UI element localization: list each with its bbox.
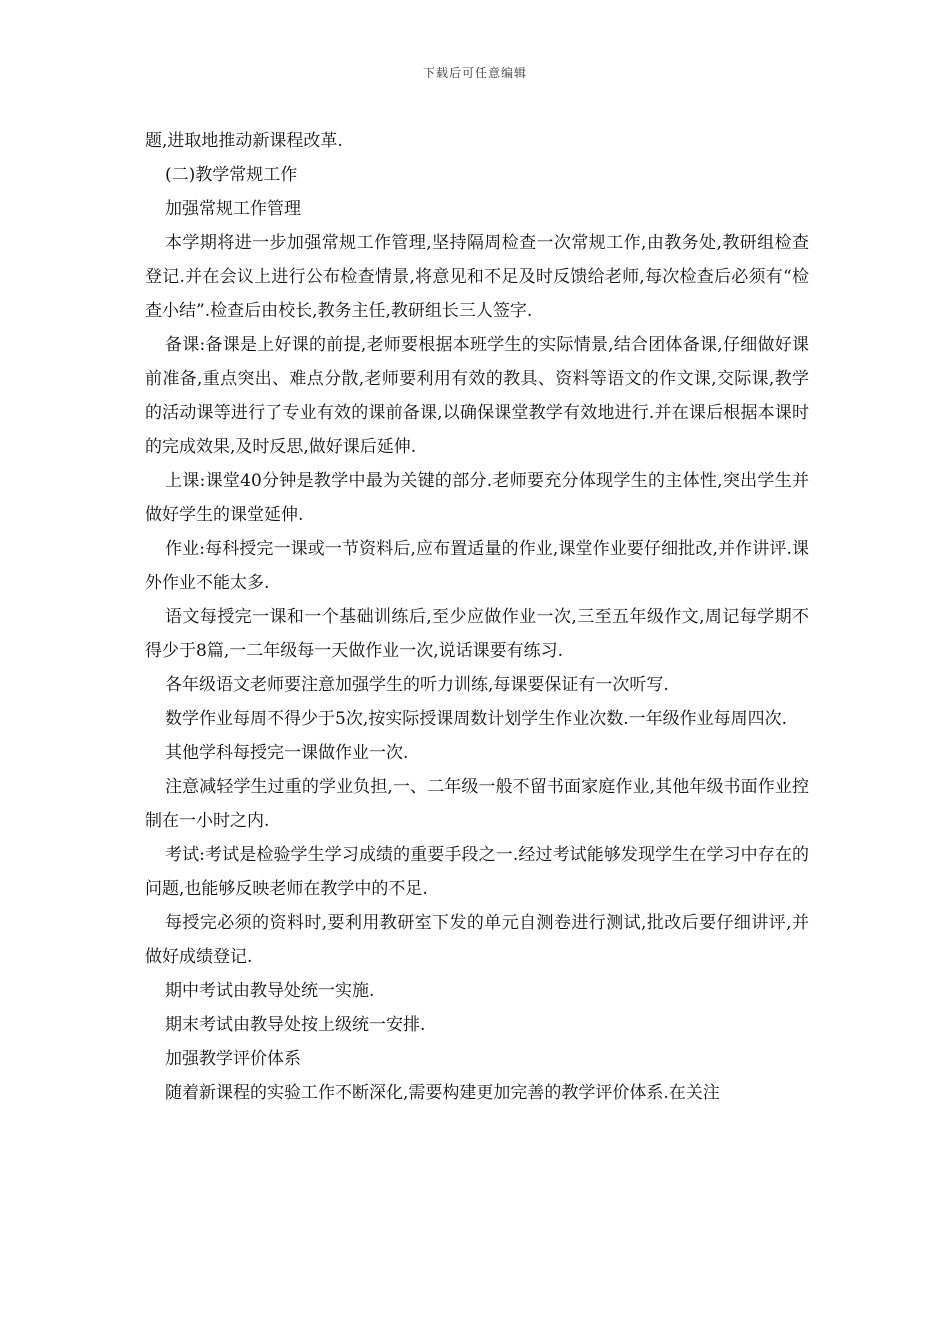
paragraph-unit-tests: 每授完必须的资料时,要利用教研室下发的单元自测卷进行测试,批改后要仔细讲评,并做好成绩登记. (145, 913, 809, 967)
page-header: 下载后可任意编辑 (422, 66, 527, 80)
paragraph-final: 期末考试由教导处按上级统一安排. (165, 1015, 426, 1035)
section-heading-teaching-routine: (二)教学常规工作 (165, 165, 298, 185)
paragraph-dictation: 各年级语文老师要注意加强学生的听力训练,每课要保证有一次听写. (165, 675, 669, 695)
paragraph-chinese-homework: 语文每授完一课和一个基础训练后,至少应做作业一次,三至五年级作文,周记每学期不得少于8篇,一二年级每一天做作业一次,说话课要有练习. (145, 607, 809, 661)
paragraph-lesson-prep: 备课:备课是上好课的前提,老师要根据本班学生的实际情景,结合团体备课,仔细做好课前准备,重点突出、难点分散,老师要利用有效的教具、资料等语文的作文课,交际课,教学的活动课等进行了专业有效的课前备课,以确保课堂教学有效地进行.并在课后根据本课时的完成效果,及时反思,做好课后延伸. (145, 335, 809, 457)
paragraph-evaluation: 随着新课程的实验工作不断深化,需要构建更加完善的教学评价体系.在关注 (165, 1083, 720, 1103)
paragraph-homework: 作业:每科授完一课或一节资料后,应布置适量的作业,课堂作业要仔细批改,并作讲评.课外作业不能太多. (145, 539, 809, 593)
subheading-routine-management: 加强常规工作管理 (165, 199, 301, 219)
paragraph-continuation: 题,进取地推动新课程改革. (145, 131, 343, 151)
paragraph-math-homework: 数学作业每周不得少于5次,按实际授课周数计划学生作业次数.一年级作业每周四次. (165, 709, 788, 729)
subheading-evaluation-system: 加强教学评价体系 (165, 1049, 301, 1069)
paragraph-other-subjects: 其他学科每授完一课做作业一次. (165, 743, 409, 763)
paragraph-exams: 考试:考试是检验学生学习成绩的重要手段之一.经过考试能够发现学生在学习中存在的问题,也能够反映老师在教学中的不足. (145, 845, 809, 899)
paragraph-class: 上课:课堂40分钟是教学中最为关键的部分.老师要充分体现学生的主体性,突出学生并做好学生的课堂延伸. (145, 471, 809, 525)
paragraph-midterm: 期中考试由教导处统一实施. (165, 981, 375, 1001)
paragraph-workload: 注意减轻学生过重的学业负担,一、二年级一般不留书面家庭作业,其他年级书面作业控制在一小时之内. (145, 777, 809, 831)
paragraph-routine-inspection: 本学期将进一步加强常规工作管理,坚持隔周检查一次常规工作,由教务处,教研组检查登记.并在会议上进行公布检查情景,将意见和不足及时反馈给老师,每次检查后必须有“检查小结”.检查后由校长,教务主任,教研组长三人签字. (145, 233, 809, 321)
document-body (145, 124, 809, 1110)
